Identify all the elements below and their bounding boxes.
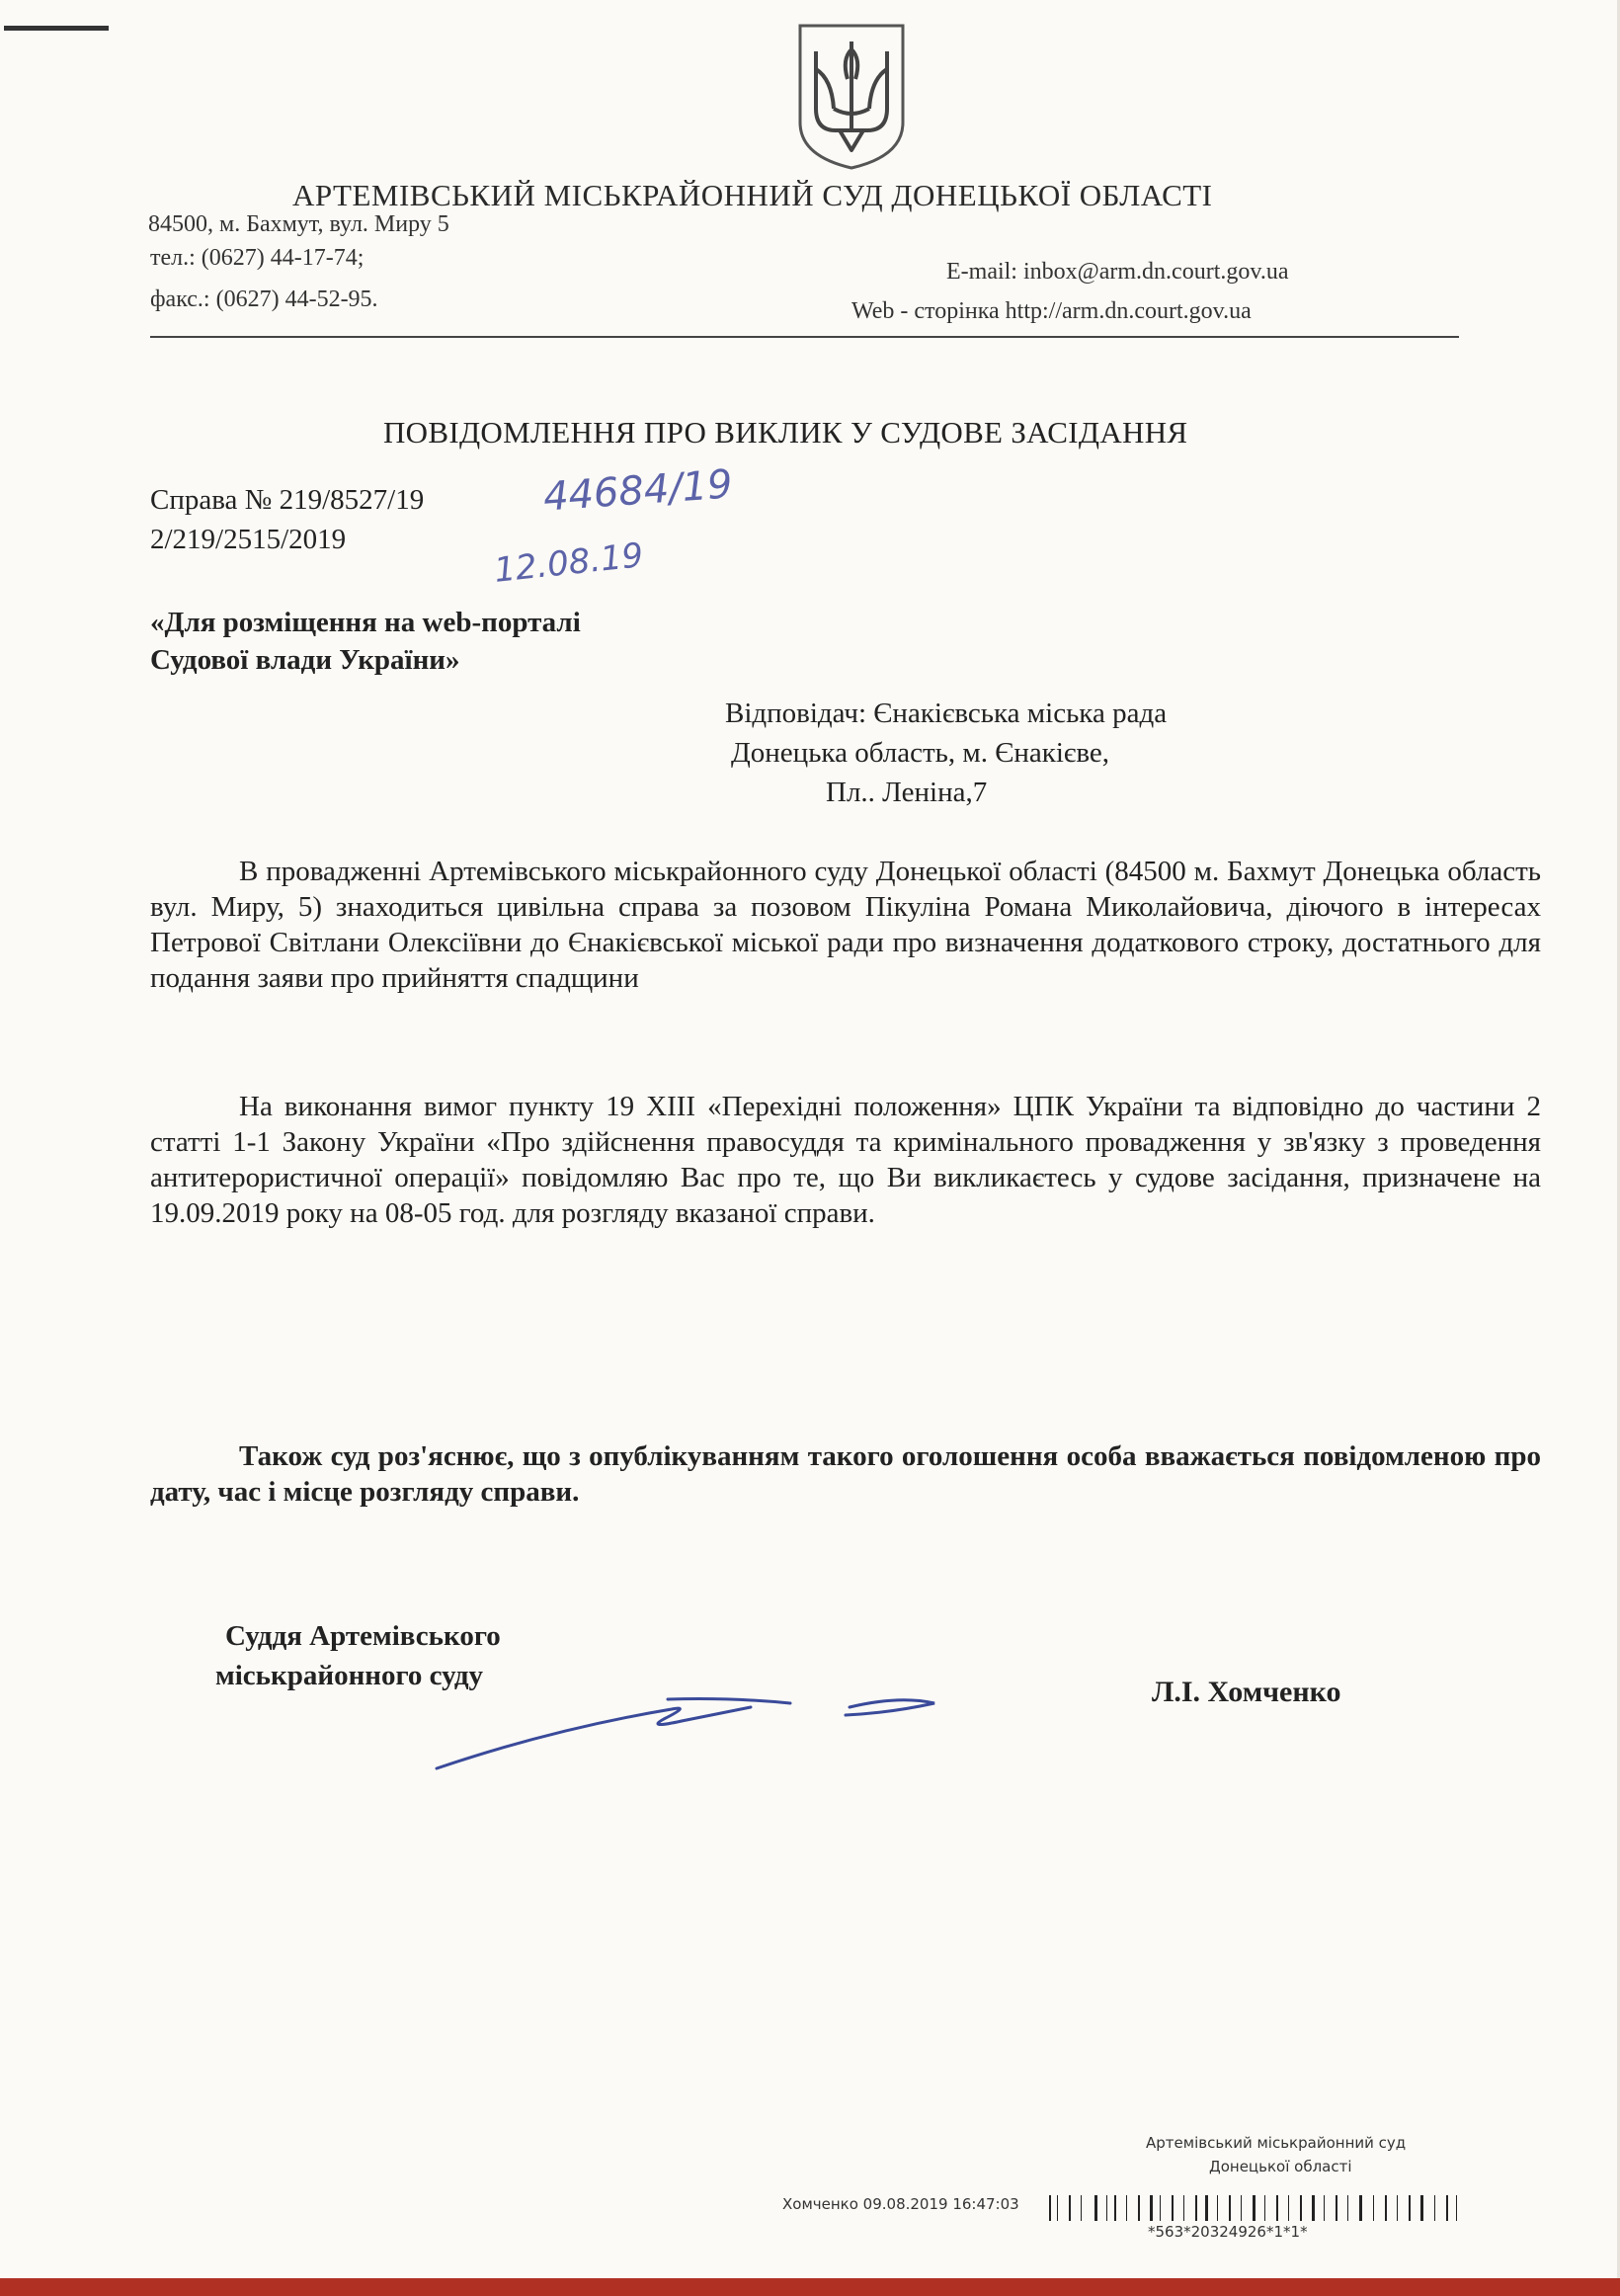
- court-fax: факс.: (0627) 44-52-95.: [150, 287, 378, 312]
- barcode: [1047, 2195, 1462, 2221]
- portal-note-line1: «Для розміщення на web-порталі: [150, 607, 581, 638]
- scan-bottom-edge: [0, 2278, 1620, 2296]
- portal-note-line2: Судової влади України»: [150, 644, 460, 676]
- court-website: Web - сторінка http://arm.dn.court.gov.ua: [851, 298, 1252, 324]
- court-address: 84500, м. Бахмут, вул. Миру 5: [148, 211, 449, 237]
- proceeding-number: 2/219/2515/2019: [150, 524, 347, 555]
- body-paragraph-1: В провадженні Артемівського міськрайонного суду Донецької області (84500 м. Бахмут Донецька область вул. Миру, 5) знаходиться цивільна справа за позовом Пікуліна Романа Миколайовича, діючого в інтересах Петрової Світлани Олексіївни до Єнакієвської міської ради про визначення додаткового строку, достатнього для подання заяви про прийняття спадщини: [150, 856, 1541, 994]
- footer-court-stamp-line1: Артемівський міськрайонний суд: [1146, 2134, 1407, 2152]
- header-divider: [150, 336, 1459, 338]
- judge-position-line1: Суддя Артемівського: [225, 1620, 501, 1652]
- judge-position-line2: міськрайонного суду: [215, 1660, 484, 1691]
- case-number: Справа № 219/8527/19: [150, 484, 425, 516]
- recipient-line1: Відповідач: Єнакієвська міська рада: [725, 697, 1168, 729]
- body-paragraph-3: Також суд роз'яснює, що з опублікуванням такого оголошення особа вважається повідомленою про дату, час і місце розгляду справи.: [150, 1440, 1541, 1508]
- footer-timestamp: Хомченко 09.08.2019 16:47:03: [782, 2195, 1019, 2213]
- judge-name: Л.І. Хомченко: [1152, 1676, 1341, 1708]
- recipient-line3: Пл.. Леніна,7: [826, 777, 988, 808]
- recipient-line2: Донецька область, м. Єнакієве,: [731, 737, 1109, 769]
- coat-of-arms-icon: [794, 20, 909, 170]
- barcode-number: *563*20324926*1*1*: [1148, 2223, 1308, 2241]
- court-name: АРТЕМІВСЬКИЙ МІСЬКРАЙОННИЙ СУД ДОНЕЦЬКОЇ ОБЛАСТІ: [292, 178, 1213, 212]
- document-title: ПОВІДОМЛЕННЯ ПРО ВИКЛИК У СУДОВЕ ЗАСІДАННЯ: [383, 415, 1188, 450]
- footer-court-stamp-line2: Донецької області: [1209, 2158, 1352, 2175]
- handwritten-registration-number: 44684/19: [541, 461, 734, 521]
- handwritten-registration-date: 12.08.19: [492, 535, 646, 591]
- court-phone: тел.: (0627) 44-17-74;: [150, 245, 364, 271]
- scan-edge-mark: [4, 26, 109, 31]
- handwritten-signature: [435, 1670, 948, 1778]
- body-paragraph-2: На виконання вимог пункту 19 XIII «Перехідні положення» ЦПК України та відповідно до частини 2 статті 1-1 Закону України «Про здійснення правосуддя та кримінального провадження у зв'язку з проведення антитерористичної операції» повідомляю Вас про те, що Ви викликаєтесь у судове засідання, призначене на 19.09.2019 року на 08-05 год. для розгляду вказаної справи.: [150, 1091, 1541, 1229]
- court-email: E-mail: inbox@arm.dn.court.gov.ua: [946, 259, 1289, 285]
